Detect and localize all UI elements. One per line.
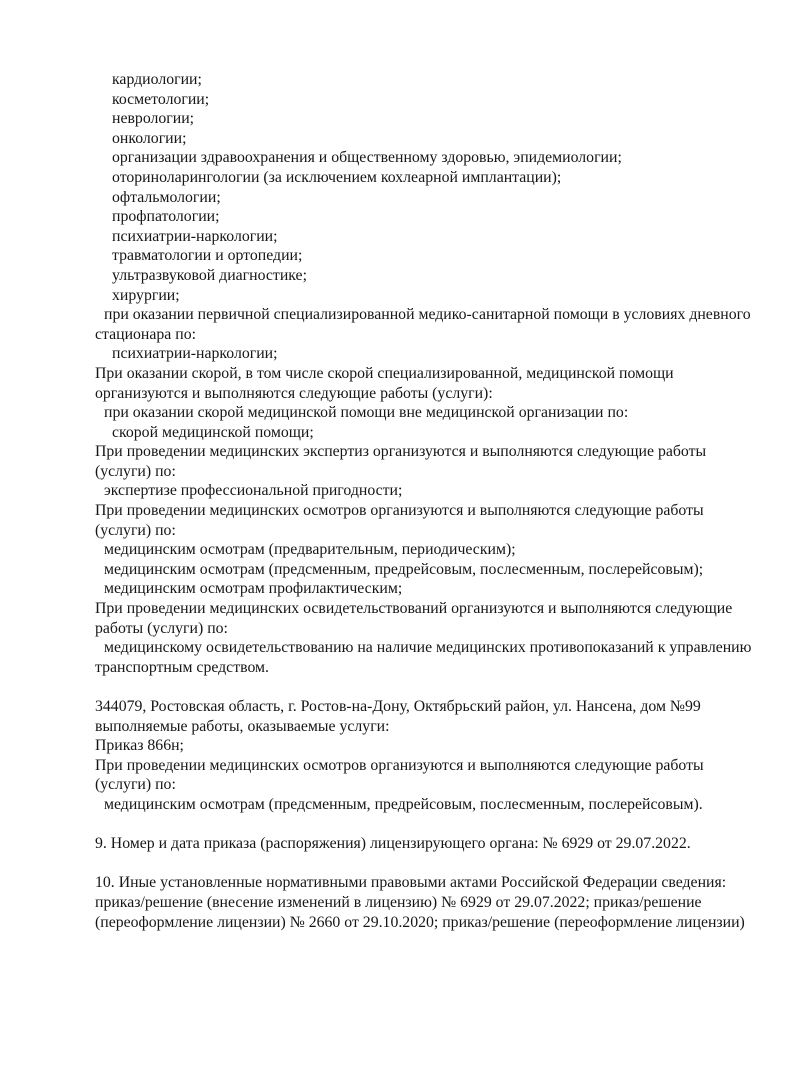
document-line: организации здравоохранения и общественному здоровью, эпидемиологии; — [112, 149, 622, 167]
document-line: оториноларингологии (за исключением кохлеарной имплантации); — [112, 168, 562, 186]
document-line: 10. Иные установленные нормативными правовыми актами Российской Федерации сведения: — [95, 874, 727, 892]
document-line: профпатологии; — [112, 208, 220, 226]
blank-line — [95, 677, 785, 697]
document-line: медицинским осмотрам (предварительным, периодическим); — [104, 541, 516, 559]
document-line: психиатрии-наркологии; — [112, 345, 278, 363]
document-line: ультразвуковой диагностике; — [112, 266, 307, 284]
document-line: медицинским осмотрам (предсменным, предрейсовым, послесменным, послерейсовым); — [104, 560, 704, 578]
document-line: При проведении медицинских освидетельствований организуются и выполняются следующие — [95, 600, 733, 618]
document-line: При проведении медицинских осмотров организуются и выполняются следующие работы — [95, 756, 704, 774]
document-line: (услуги) по: — [95, 462, 176, 480]
blank-line — [95, 854, 785, 874]
document-line: косметологии; — [112, 90, 210, 108]
document-line: выполняемые работы, оказываемые услуги: — [95, 717, 390, 735]
document-line: медицинскому освидетельствованию на наличие медицинских противопоказаний к управлению — [104, 639, 752, 657]
document-line: медицинским осмотрам профилактическим; — [104, 580, 403, 598]
document-line: экспертизе профессиональной пригодности; — [104, 482, 403, 500]
document-line: При проведении медицинских осмотров организуются и выполняются следующие работы — [95, 502, 704, 520]
document-line: При оказании скорой, в том числе скорой специализированной, медицинской помощи — [95, 364, 674, 382]
document-line: психиатрии-наркологии; — [112, 227, 278, 245]
document-line: (услуги) по: — [95, 776, 176, 794]
document-line: работы (услуги) по: — [95, 619, 228, 637]
document-line: При проведении медицинских экспертиз организуются и выполняются следующие работы — [95, 443, 707, 461]
document-line: (переоформление лицензии) № 2660 от 29.10.2020; приказ/решение (переоформление лицензии) — [95, 913, 745, 931]
document-line: (услуги) по: — [95, 521, 176, 539]
document-line: скорой медицинской помощи; — [112, 423, 314, 441]
document-line: медицинским осмотрам (предсменным, предрейсовым, послесменным, послерейсовым). — [104, 795, 703, 813]
document-line: Приказ 866н; — [95, 737, 184, 755]
document-line: офтальмологии; — [112, 188, 221, 206]
document-line: кардиологии; — [112, 71, 202, 88]
document-line: организуются и выполняются следующие работы (услуги): — [95, 384, 493, 402]
document-line: 344079, Ростовская область, г. Ростов-на-Дону, Октябрьский район, ул. Нансена, дом №99 — [95, 698, 701, 715]
document-line: при оказании скорой медицинской помощи вне медицинской организации по: — [104, 404, 629, 422]
document-line: онкологии; — [112, 129, 187, 147]
document-line: стационара по: — [95, 325, 196, 343]
blank-line — [95, 815, 785, 835]
document-line: приказ/решение (внесение изменений в лицензию) № 6929 от 29.07.2022; приказ/решение — [95, 893, 702, 911]
document-text-block — [95, 70, 785, 932]
document-line: хирургии; — [112, 286, 180, 304]
document-line: травматологии и ортопедии; — [112, 247, 303, 265]
document-line: транспортным средством. — [95, 658, 269, 676]
document-line: неврологии; — [112, 110, 195, 128]
document-line: при оказании первичной специализированной медико-санитарной помощи в условиях дневного — [104, 306, 751, 324]
document-line: 9. Номер и дата приказа (распоряжения) лицензирующего органа: № 6929 от 29.07.2022. — [95, 835, 691, 853]
